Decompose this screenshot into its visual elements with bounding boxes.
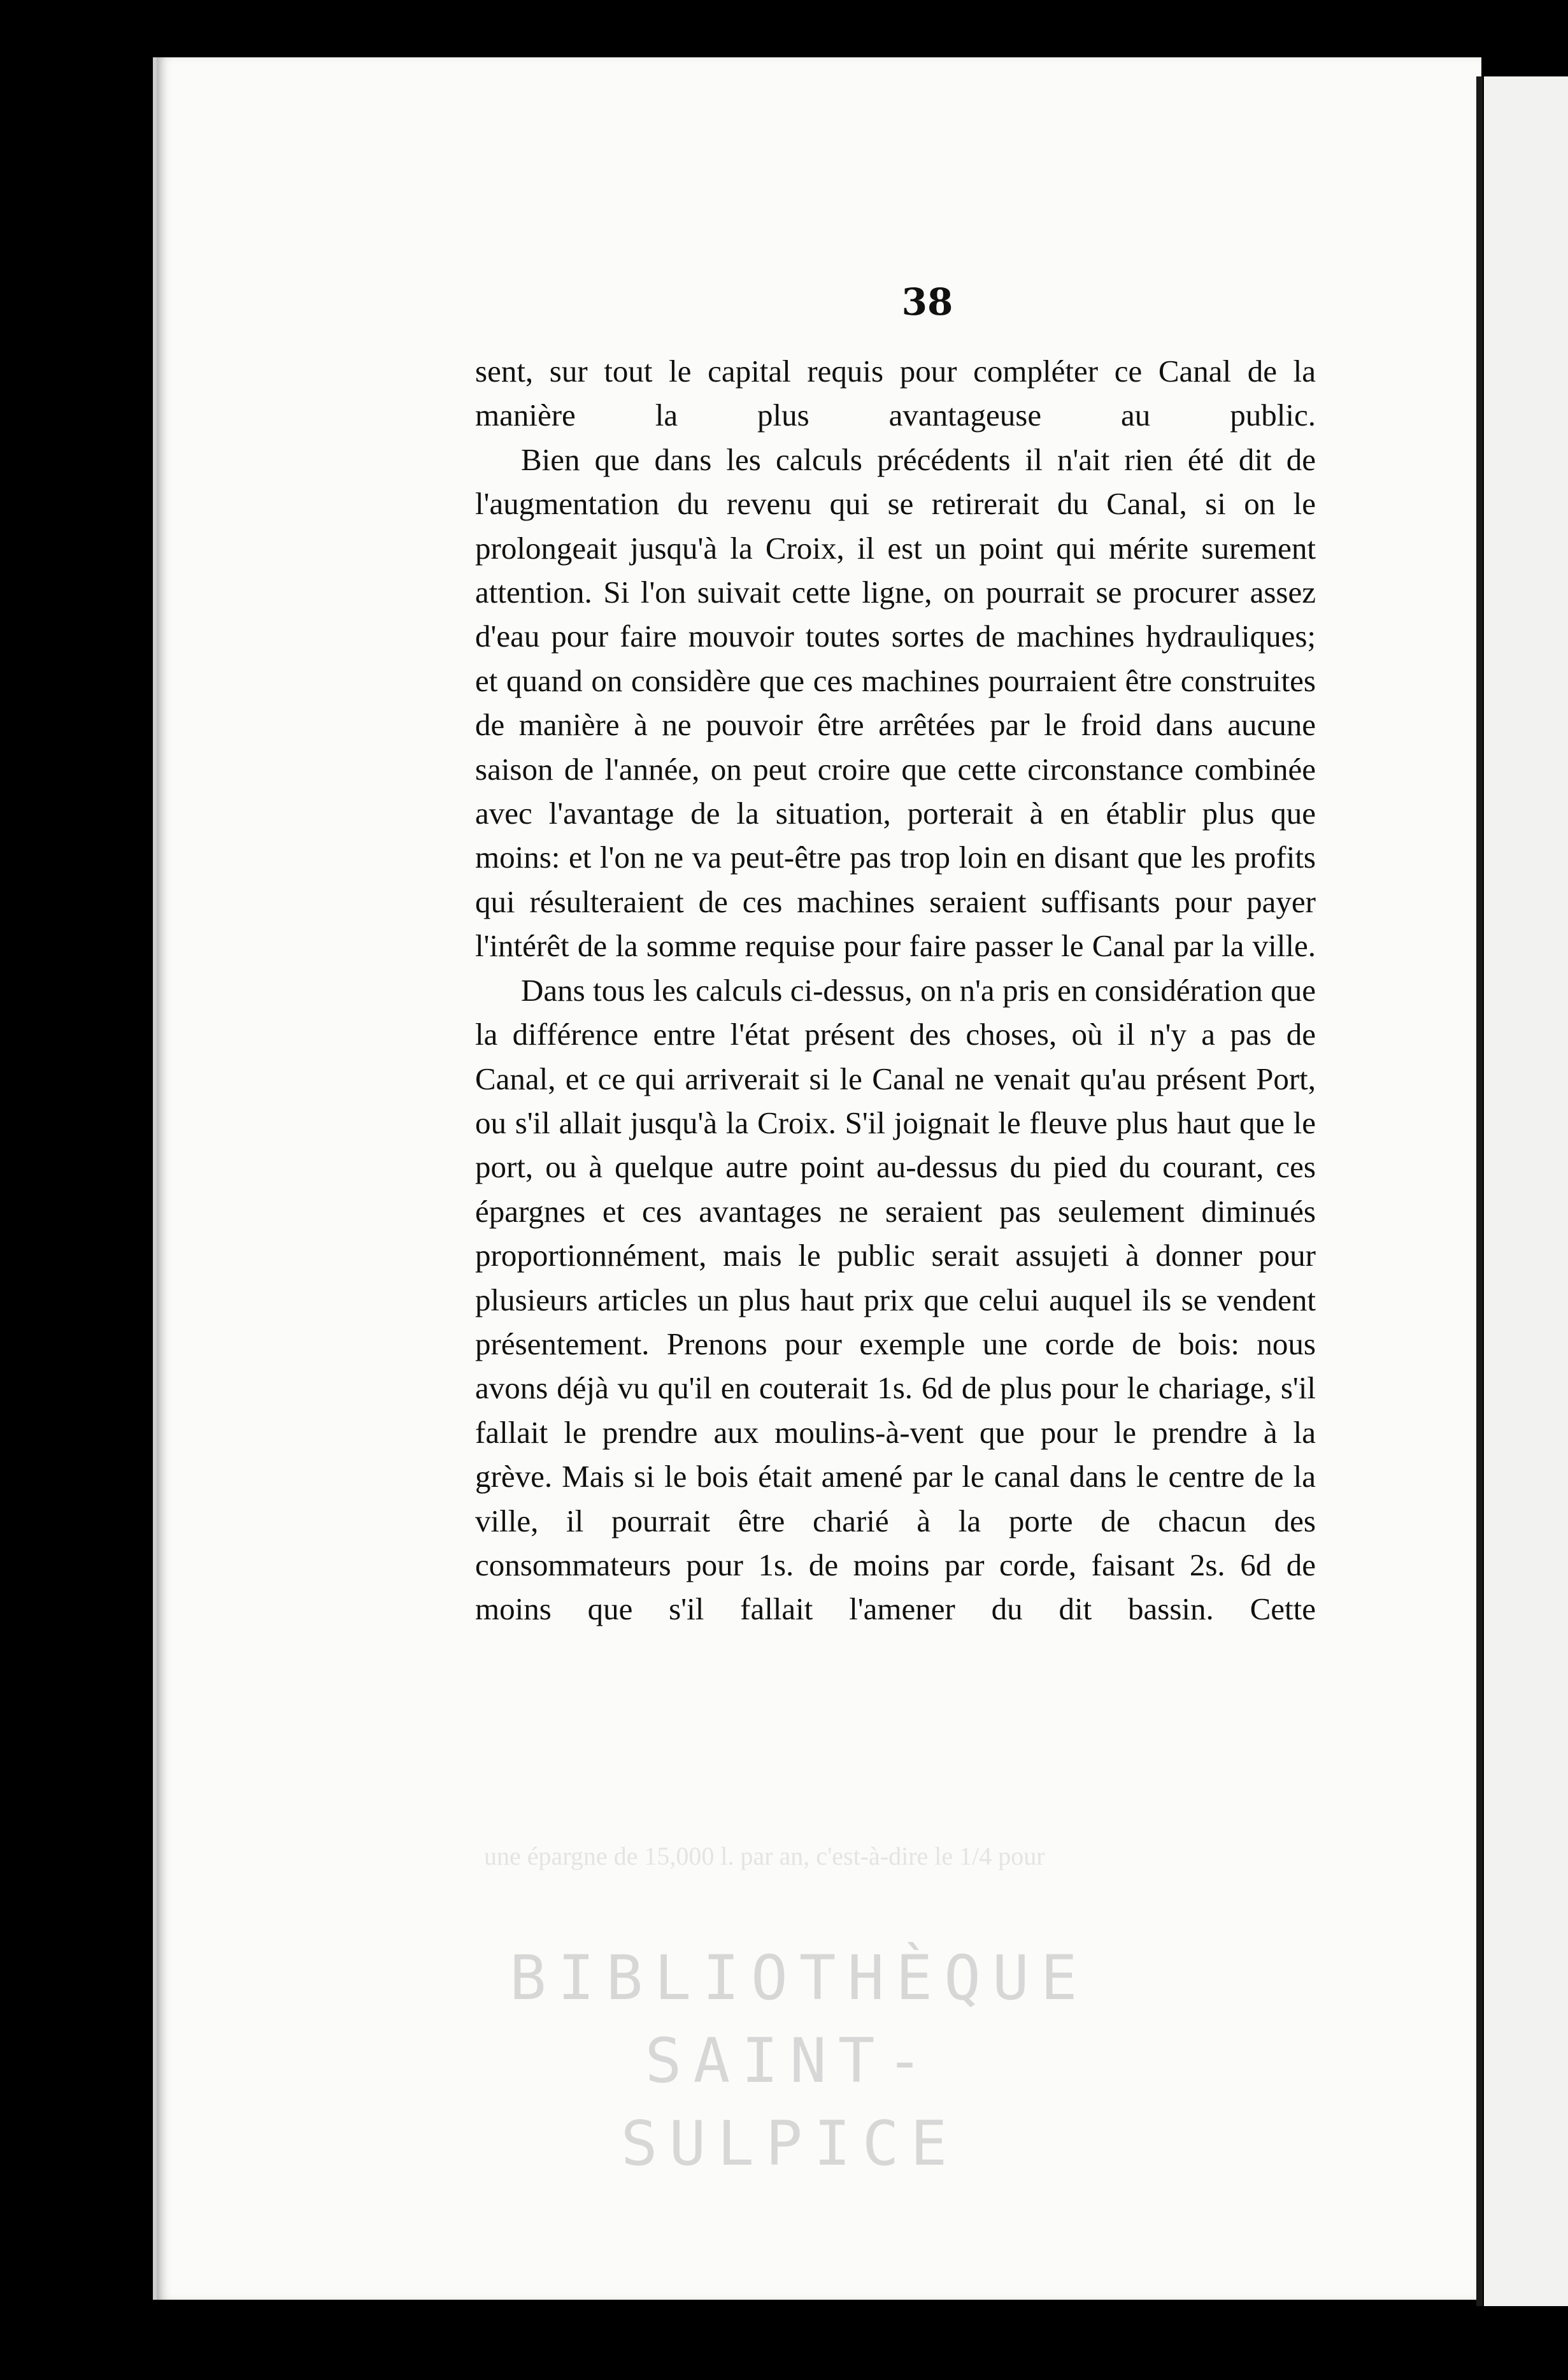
paragraph-2: Bien que dans les calculs précédents il n'ait rien été dit de l'augmentation du revenu qui se retirerait du Canal, si on le prolongeait jusqu'à la Croix, il est un point qui mérite surement attention. Si l'on suivait cette ligne, on pourrait se procurer assez d'eau pour faire mouvoir toutes sortes de machines hydrauliques; et quand on considère que ces machines pourraient être construites de manière à ne pouvoir être arrêtées par le froid dans aucune saison de l'année, on peut croire que cette circonstance combinée avec l'avantage de la situation, porterait à en établir plus que moins: et l'on ne va peut-être pas trop loin en disant que les profits qui résulteraient de ces machines seraient suffisants pour payer l'intérêt de la somme requise pour faire passer le Canal par la ville. bbox=[475, 441, 1316, 964]
paragraph-1: sent, sur tout le capital requis pour compléter ce Canal de la manière la plus avantageuse au public. bbox=[475, 354, 1316, 433]
page-gutter bbox=[1476, 76, 1483, 2306]
body-text bbox=[475, 349, 1316, 1631]
bleed-through-text: une épargne de 15,000 l. par an, c'est-à-dire le 1/4 pour bbox=[484, 1842, 1045, 1870]
stamp-line-2: SAINT-SULPICE bbox=[620, 2025, 959, 2179]
adjacent-page-edge bbox=[1484, 76, 1568, 2306]
paragraph-3: Dans tous les calculs ci-dessus, on n'a pris en considération que la différence entre l'état présent des choses, où il n'y a pas de Canal, et ce qui arriverait si le Canal ne venait qu'au présent Port, ou s'il allait jusqu'à la Croix. S'il joignait le fleuve plus haut que le port, ou à quelque autre point au-dessus du pied du courant, ces épargnes et ces avantages ne seraient pas seulement diminués proportionnément, mais le public serait assujeti à donner pour plusieurs articles un plus haut prix que celui auquel ils se vendent présentement. Prenons pour exemple une corde de bois: nous avons déjà vu qu'il en couterait 1s. 6d de plus pour le chariage, s'il fallait le prendre aux moulins-à-vent que pour le prendre à la grève. Mais si le bois était amené par le canal dans le centre de la ville, il pourrait être charié à la porte de chacun des consommateurs pour 1s. de moins par corde, faisant 2s. 6d de moins que s'il fallait l'amener du dit bassin. Cette bbox=[475, 972, 1316, 1627]
page-number: 38 bbox=[901, 280, 953, 324]
stamp-line-1: BIBLIOTHÈQUE bbox=[510, 1942, 1089, 2014]
library-stamp bbox=[510, 1937, 1089, 2185]
